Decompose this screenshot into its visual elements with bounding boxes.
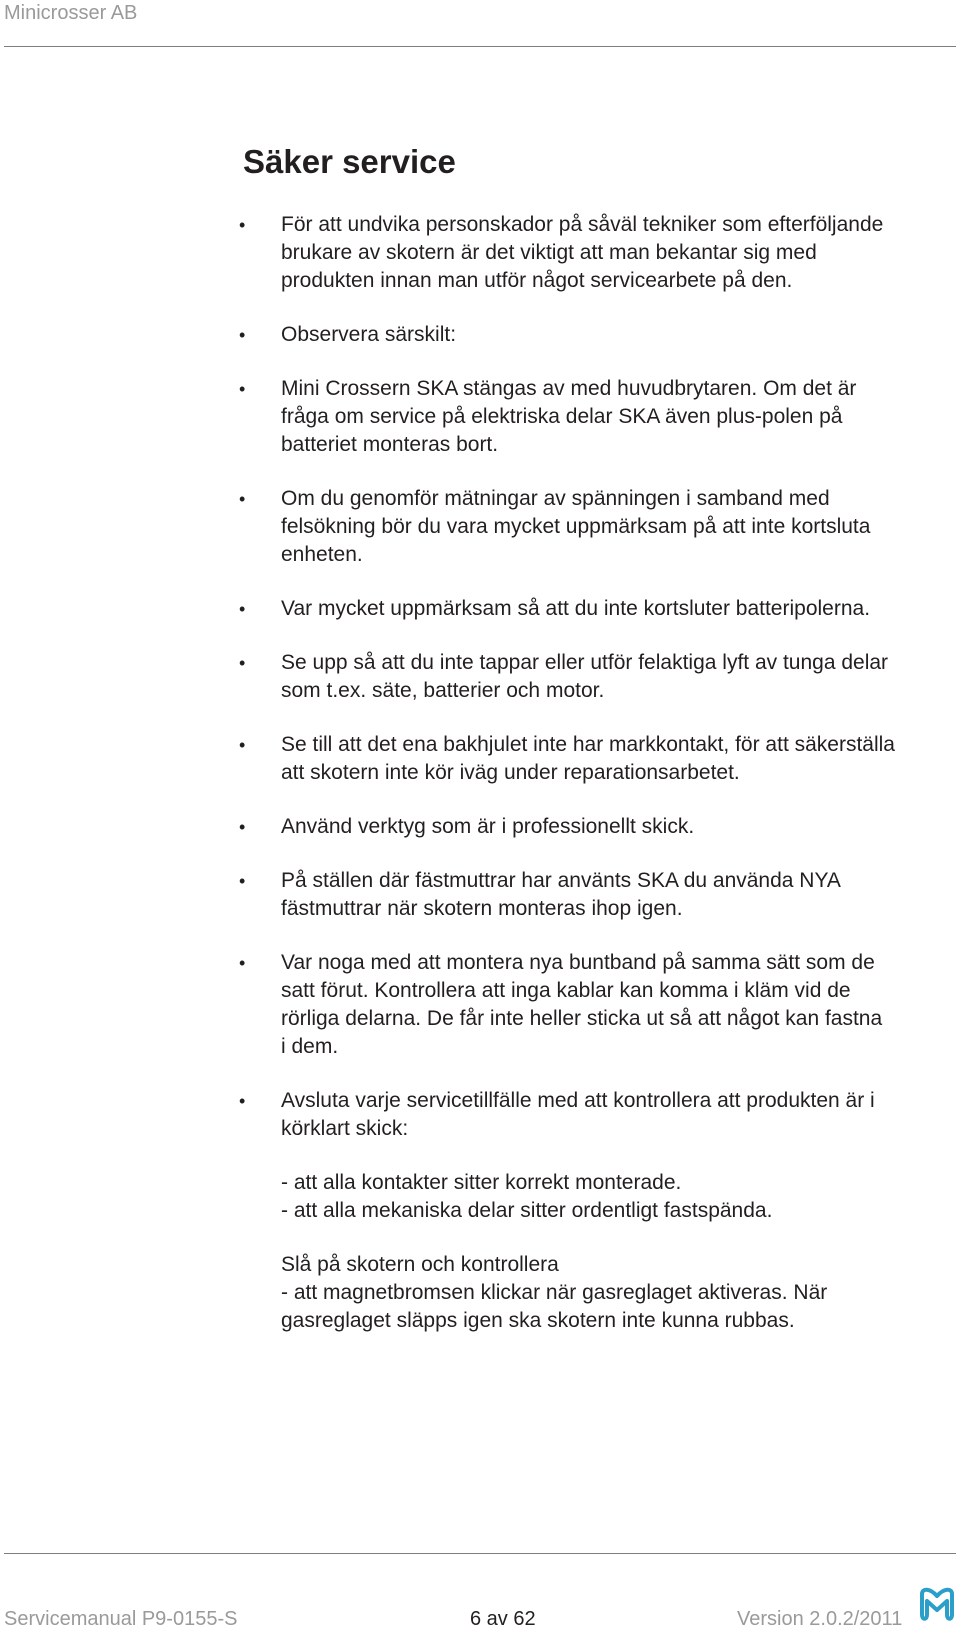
footer-version: Version 2.0.2/2011 <box>737 1608 903 1630</box>
item-line: gasreglaget släpps igen ska skotern inte kunna rubbas. <box>281 1309 795 1332</box>
item-line: Se upp så att du inte tappar eller utför felaktiga lyft av tunga delar <box>281 651 889 674</box>
item-line: Om du genomför mätningar av spänningen i samband med <box>281 487 830 510</box>
list-item <box>236 485 952 569</box>
header-divider <box>4 46 956 47</box>
list-item <box>236 813 952 841</box>
list-item <box>236 649 952 705</box>
bullet-icon: • <box>239 871 246 891</box>
item-line: i dem. <box>281 1035 339 1058</box>
final-check-paragraph <box>236 1251 952 1335</box>
bullet-icon: • <box>239 1091 246 1111</box>
footer-divider <box>4 1553 956 1554</box>
item-line: enheten. <box>281 543 363 566</box>
item-line: körklart skick: <box>281 1117 409 1140</box>
service-instructions-list <box>236 211 952 1335</box>
list-item <box>236 1087 952 1143</box>
item-line: - att alla mekaniska delar sitter ordentligt fastspända. <box>281 1199 773 1222</box>
item-line: rörliga delarna. De får inte heller sticka ut så att något kan fastna <box>281 1007 883 1030</box>
item-line: - att magnetbromsen klickar när gasreglaget aktiveras. När <box>281 1281 828 1304</box>
item-line: Var noga med att montera nya buntband på samma sätt som de <box>281 951 875 974</box>
footer-manual-id: Servicemanual P9-0155-S <box>4 1608 238 1630</box>
item-line: Mini Crossern SKA stängas av med huvudbrytaren. Om det är <box>281 377 857 400</box>
header-company-name: Minicrosser AB <box>4 2 138 24</box>
item-line: Observera särskilt: <box>281 323 457 346</box>
bullet-icon: • <box>239 489 246 509</box>
list-item <box>236 211 952 295</box>
bullet-icon: • <box>239 953 246 973</box>
minicrosser-logo-icon <box>917 1584 957 1624</box>
item-line: För att undvika personskador på såväl tekniker som efterföljande <box>281 213 884 236</box>
item-line: fästmuttrar när skotern monteras ihop igen. <box>281 897 683 920</box>
bullet-icon: • <box>239 325 246 345</box>
item-line: som t.ex. säte, batterier och motor. <box>281 679 605 702</box>
bullet-icon: • <box>239 215 246 235</box>
item-line: fråga om service på elektriska delar SKA även plus-polen på <box>281 405 843 428</box>
bullet-icon: • <box>239 653 246 673</box>
item-line: felsökning bör du vara mycket uppmärksam på att inte kortsluta <box>281 515 871 538</box>
item-line: Var mycket uppmärksam så att du inte kortsluter batteripolerna. <box>281 597 871 620</box>
list-item <box>236 321 952 349</box>
item-line: batteriet monteras bort. <box>281 433 499 456</box>
item-line: - att alla kontakter sitter korrekt monterade. <box>281 1171 682 1194</box>
list-item <box>236 595 952 623</box>
checklist-paragraph <box>236 1169 952 1225</box>
list-item <box>236 867 952 923</box>
bullet-icon: • <box>239 379 246 399</box>
page-title: Säker service <box>243 143 456 180</box>
item-line: satt förut. Kontrollera att inga kablar kan komma i kläm vid de <box>281 979 851 1002</box>
item-line: Använd verktyg som är i professionellt skick. <box>281 815 695 838</box>
item-line: att skotern inte kör iväg under reparationsarbetet. <box>281 761 740 784</box>
item-line: Slå på skotern och kontrollera <box>281 1253 559 1276</box>
list-item <box>236 731 952 787</box>
item-line: brukare av skotern är det viktigt att man bekantar sig med <box>281 241 817 264</box>
footer-page-number: 6 av 62 <box>470 1608 536 1630</box>
list-item <box>236 375 952 459</box>
item-line: Avsluta varje servicetillfälle med att kontrollera att produkten är i <box>281 1089 875 1112</box>
item-line: Se till att det ena bakhjulet inte har markkontakt, för att säkerställa <box>281 733 895 756</box>
item-line: produkten innan man utför något servicearbete på den. <box>281 269 793 292</box>
list-item <box>236 949 952 1061</box>
bullet-icon: • <box>239 735 246 755</box>
bullet-icon: • <box>239 817 246 837</box>
item-line: På ställen där fästmuttrar har använts SKA du använda NYA <box>281 869 841 892</box>
bullet-icon: • <box>239 599 246 619</box>
